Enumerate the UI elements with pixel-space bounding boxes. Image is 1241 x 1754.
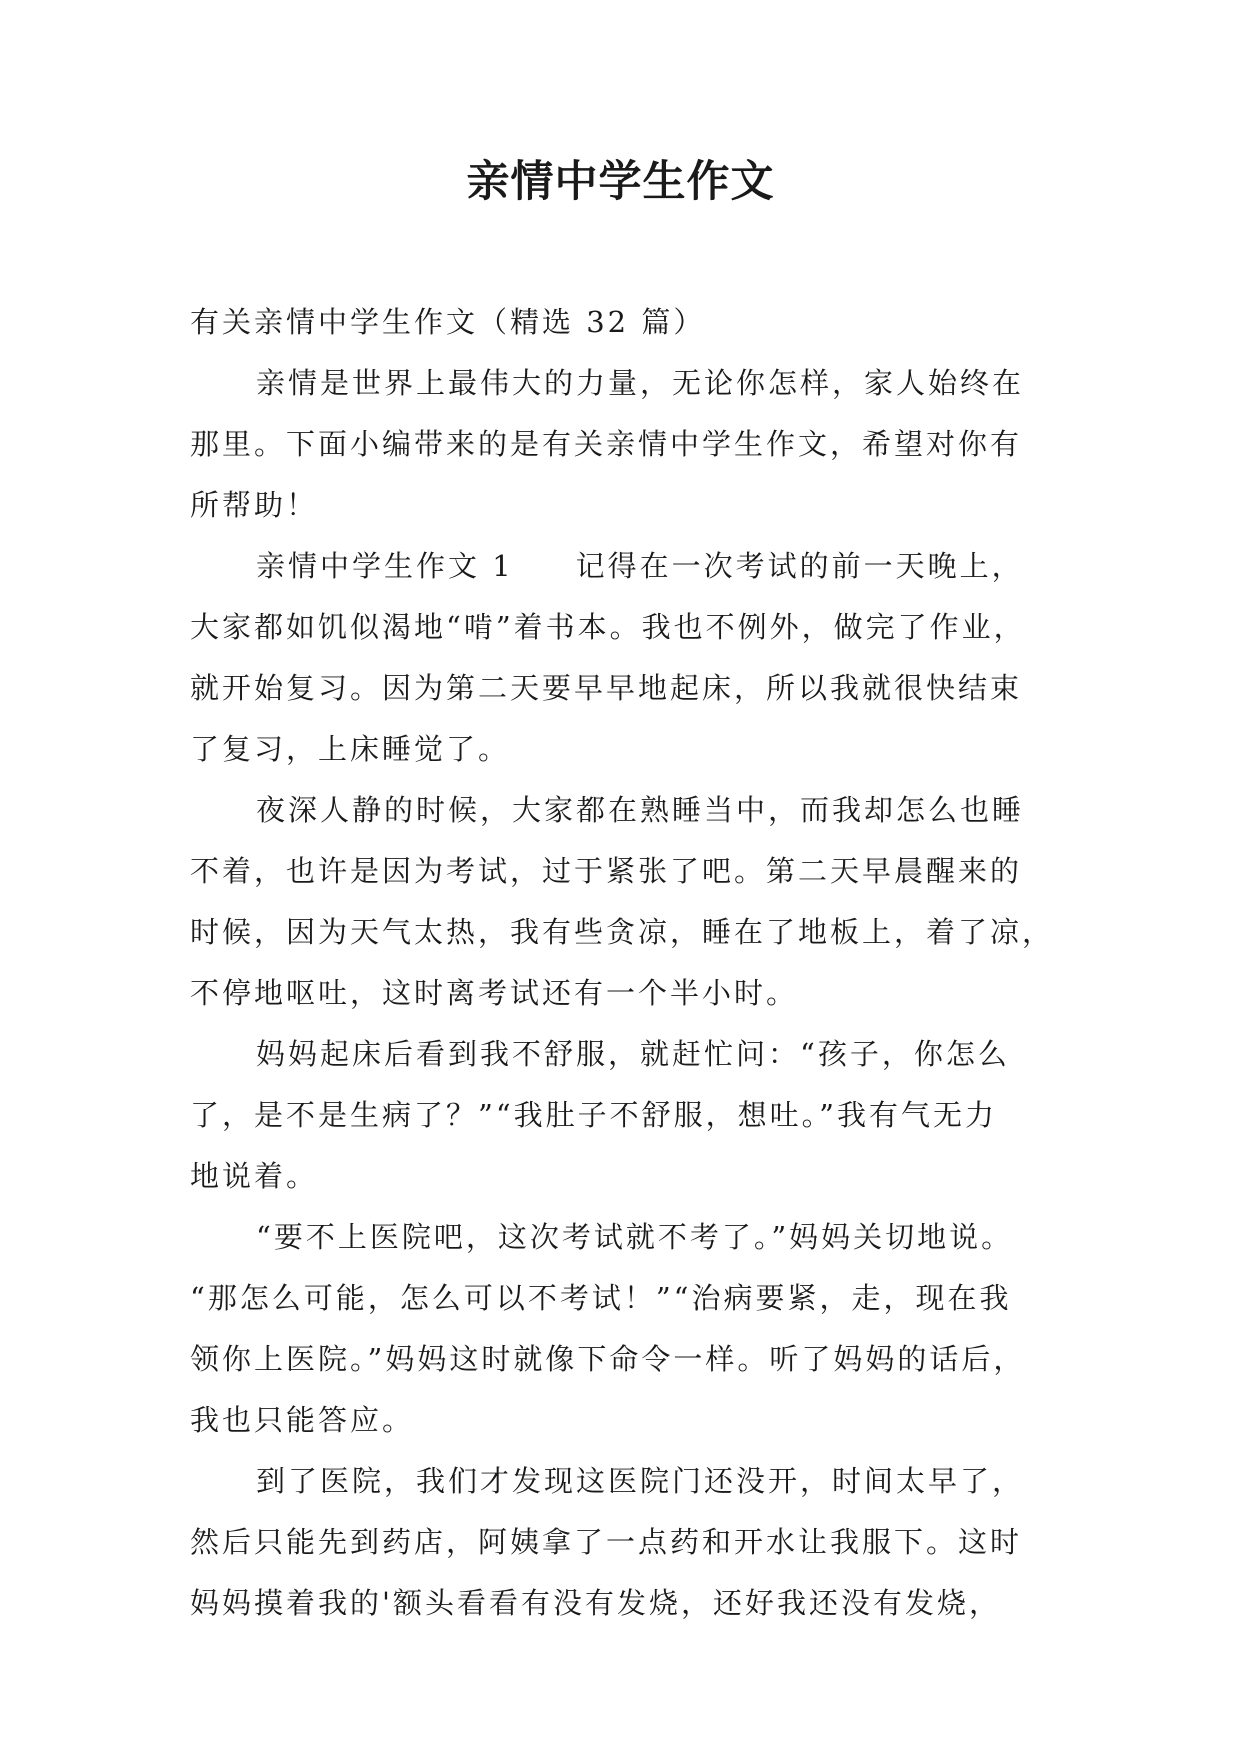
line-text: 大家都如饥似渴地“啃”着书本。我也不例外，做完了作业， [190,610,1026,644]
line-text: 妈妈起床后看到我不舒服，就赶忙问：“孩子，你怎么 [256,1037,1010,1071]
line-text: 我也只能答应。 [190,1403,415,1437]
line-text: 然后只能先到药店，阿姨拿了一点药和开水让我服下。这时 [190,1525,1023,1559]
line-text: 了，是不是生病了？”“我肚子不舒服，想吐。”我有气无力 [190,1098,997,1132]
line-text: 亲情是世界上最伟大的力量，无论你怎样，家人始终在 [256,366,1025,400]
text-line [190,353,1090,414]
document-body [190,292,1090,1634]
line-text: 时候，因为天气太热，我有些贪凉，睡在了地板上，着了凉， [190,915,1055,949]
text-line [190,1024,1090,1085]
line-text: 领你上医院。”妈妈这时就像下命令一样。听了妈妈的话后， [190,1342,1026,1376]
line-text: 那里。下面小编带来的是有关亲情中学生作文，希望对你有 [190,427,1023,461]
text-line [190,1329,1090,1390]
document-subtitle: 有关亲情中学生作文（精选 32 篇） [190,305,706,339]
section-heading: 亲情中学生作文 1 [256,549,514,583]
text-line [190,1451,1090,1512]
text-line [190,475,1090,536]
text-line [190,658,1090,719]
line-text: “那怎么可能，怎么可以不考试！”“治病要紧，走，现在我 [190,1281,1012,1315]
text-line [190,414,1090,475]
text-line [190,841,1090,902]
text-line [190,1390,1090,1451]
line-text: 妈妈摸着我的'额头看看有没有发烧，还好我还没有发烧， [190,1586,1001,1620]
line-text: “要不上医院吧，这次考试就不考了。”妈妈关切地说。 [256,1220,1014,1254]
line-text: 记得在一次考试的前一天晚上， [575,549,1024,583]
line-text: 不停地呕吐，这时离考试还有一个半小时。 [190,976,799,1010]
line-text: 所帮助！ [190,488,319,522]
line-text: 到了医院，我们才发现这医院门还没开，时间太早了， [256,1464,1025,1498]
text-line [190,1085,1090,1146]
line-text: 不着，也许是因为考试，过于紧张了吧。第二天早晨醒来的 [190,854,1023,888]
text-line [190,902,1090,963]
text-line [190,536,1090,597]
text-line [190,719,1090,780]
line-text: 夜深人静的时候，大家都在熟睡当中，而我却怎么也睡 [256,793,1025,827]
text-line [190,1268,1090,1329]
text-line [190,597,1090,658]
text-line [190,1207,1090,1268]
text-line [190,1512,1090,1573]
line-text: 就开始复习。因为第二天要早早地起床，所以我就很快结束 [190,671,1023,705]
line-text: 了复习，上床睡觉了。 [190,732,511,766]
line-text: 地说着。 [190,1159,319,1193]
document-title: 亲情中学生作文 [466,157,775,207]
text-line [190,1146,1090,1207]
text-line [190,963,1090,1024]
text-line [190,1573,1090,1634]
text-line [190,780,1090,841]
